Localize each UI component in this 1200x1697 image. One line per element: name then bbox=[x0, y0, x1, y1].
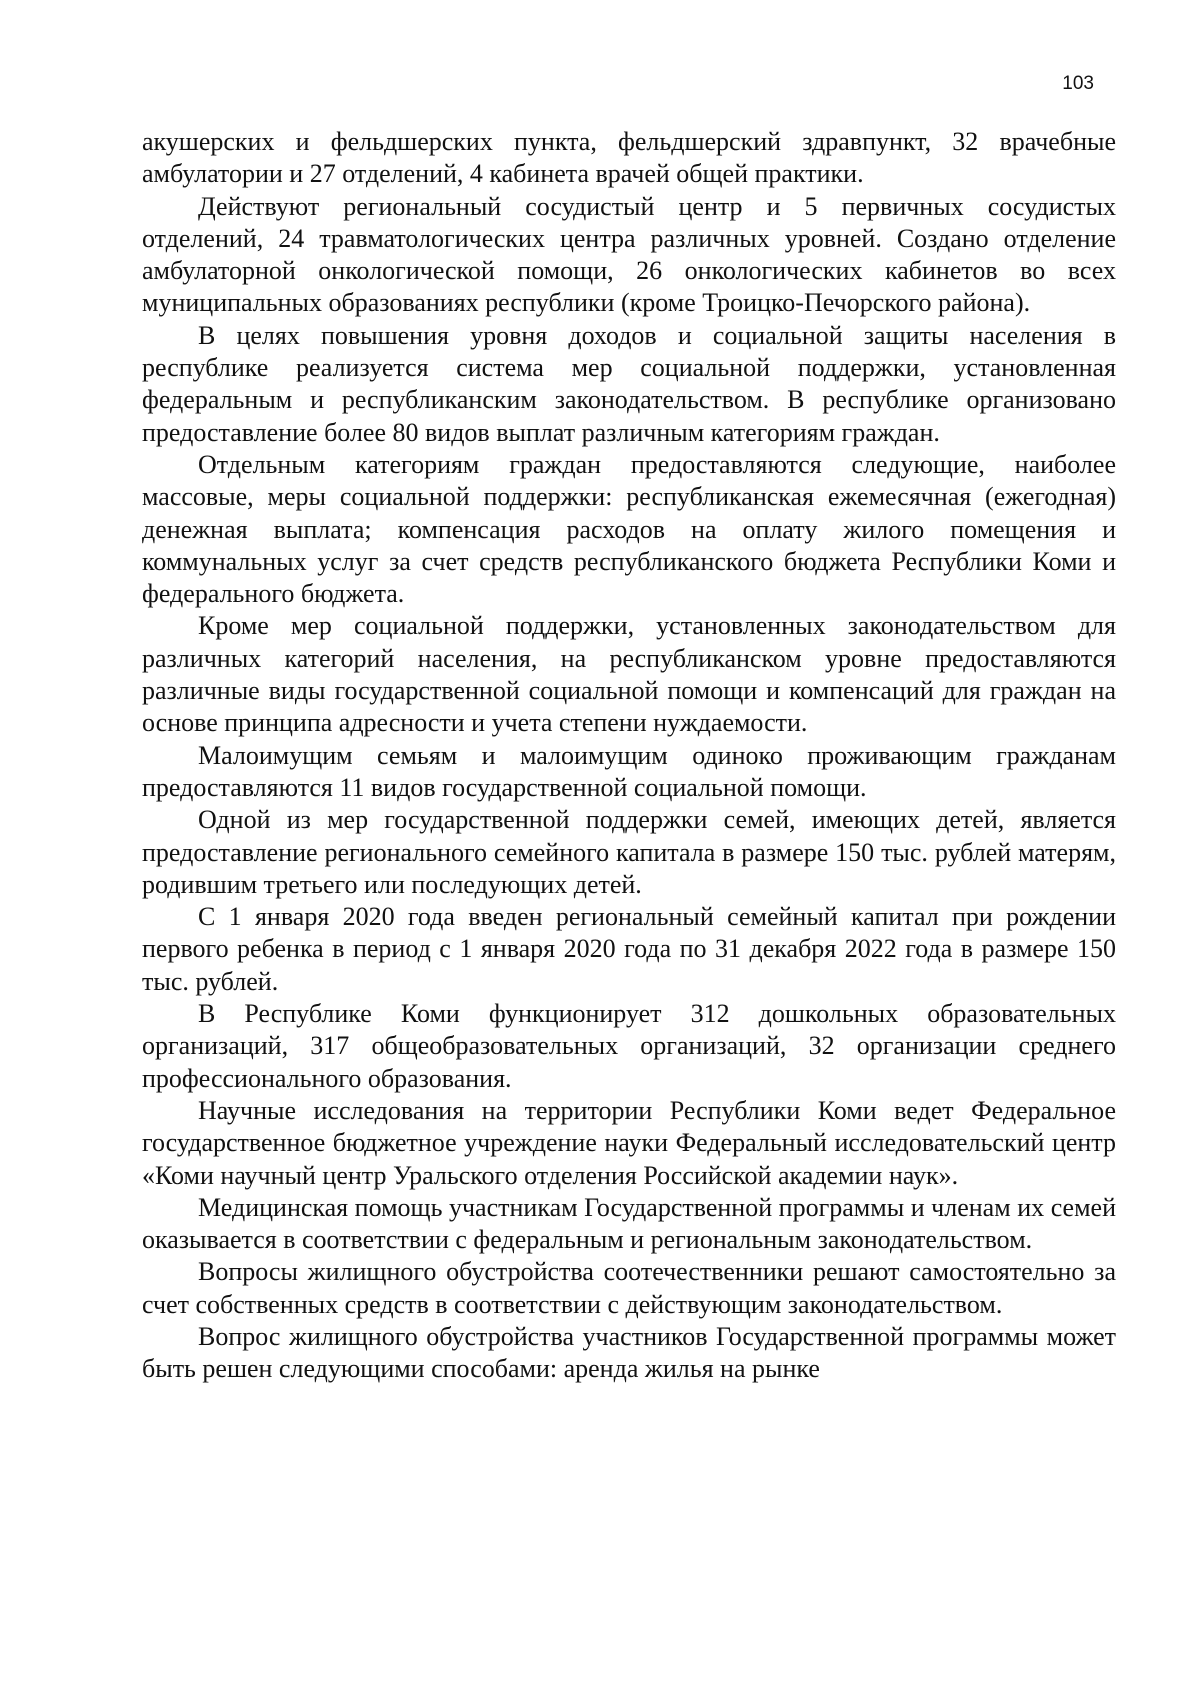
paragraph-4: Отдельным категориям граждан предоставляются следующие, наиболее массовые, меры социальной поддержки: республиканская ежемесячная (ежегодная) денежная выплата; компенсация расходов на оплату жилого помещения и коммунальных услуг за счет средств республиканского бюджета Республики Коми и федерального бюджета. bbox=[142, 449, 1116, 609]
paragraph-10: Научные исследования на территории Республики Коми ведет Федеральное государственное бюджетное учреждение науки Федеральный исследовательский центр «Коми научный центр Уральского отделения Российской академии наук». bbox=[142, 1095, 1116, 1190]
paragraph-9: В Республике Коми функционирует 312 дошкольных образовательных организаций, 317 общеобразовательных организаций, 32 организации среднего профессионального образования. bbox=[142, 999, 1116, 1093]
paragraph-5: Кроме мер социальной поддержки, установленных законодательством для различных категорий населения, на республиканском уровне предоставляются различные виды государственной социальной помощи и компенсаций для граждан на основе принципа адресности и учета степени нуждаемости. bbox=[142, 611, 1116, 738]
paragraph-8: С 1 января 2020 года введен региональный семейный капитал при рождении первого ребенка в период с 1 января 2020 года по 31 декабря 2022 года в размере 150 тыс. рублей. bbox=[142, 902, 1116, 996]
paragraph-6: Малоимущим семьям и малоимущим одиноко проживающим гражданам предоставляются 11 видов государственной социальной помощи. bbox=[142, 740, 1116, 802]
paragraph-11: Медицинская помощь участникам Государственной программы и членам их семей оказывается в соответствии с федеральным и региональным законодательством. bbox=[142, 1192, 1116, 1255]
paragraph-12: Вопросы жилищного обустройства соотечественники решают самостоятельно за счет собственных средств в соответствии с действующим законодательством. bbox=[142, 1257, 1116, 1319]
paragraph-2: Действуют региональный сосудистый центр и 5 первичных сосудистых отделений, 24 травматологических центра различных уровней. Создано отделение амбулаторной онкологической помощи, 26 онкологических кабинетов во всех муниципальных образованиях республики (кроме Троицко-Печорского района). bbox=[142, 191, 1116, 318]
paragraph-13: Вопрос жилищного обустройства участников Государственной программы может быть решен следующими способами: аренда жилья на рынке bbox=[142, 1321, 1116, 1384]
paragraph-1: акушерских и фельдшерских пункта, фельдшерский здравпункт, 32 врачебные амбулатории и 27 отделений, 4 кабинета врачей общей практики. bbox=[142, 127, 1116, 189]
paragraph-3: В целях повышения уровня доходов и социальной защиты населения в республике реализуется система мер социальной поддержки, установленная федеральным и республиканским законодательством. В республике организовано предоставление более 80 видов выплат различным категориям граждан. bbox=[142, 320, 1116, 447]
page-number: 103 bbox=[1062, 73, 1094, 94]
paragraph-7: Одной из мер государственной поддержки семей, имеющих детей, является предоставление регионального семейного капитала в размере 150 тыс. рублей матерям, родившим третьего или последующих детей. bbox=[142, 805, 1116, 899]
document-body bbox=[142, 126, 1116, 1386]
